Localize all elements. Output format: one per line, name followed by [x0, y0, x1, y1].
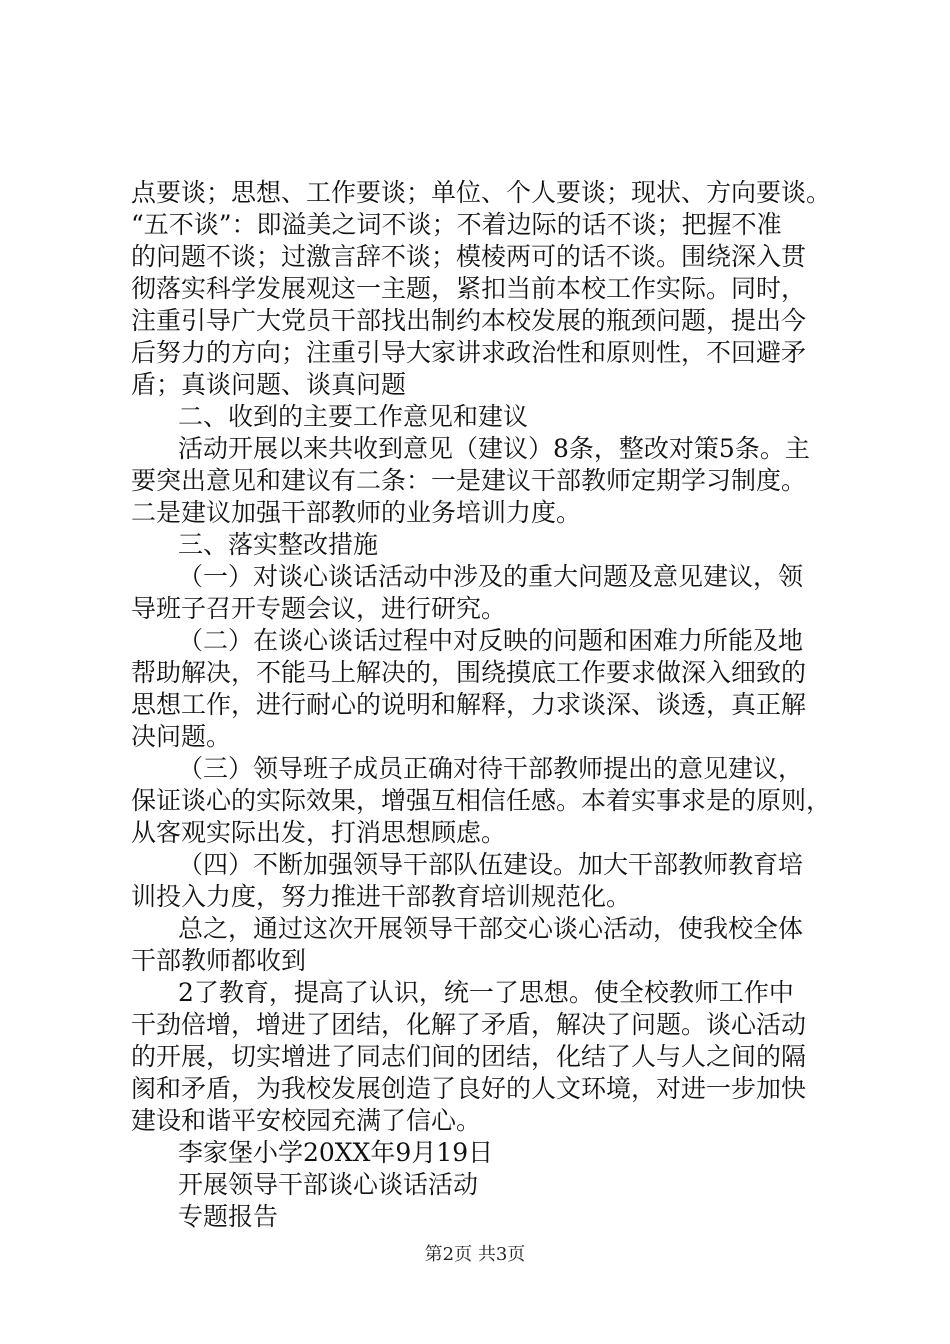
page-number: 第2页 共3页 — [424, 1244, 526, 1265]
